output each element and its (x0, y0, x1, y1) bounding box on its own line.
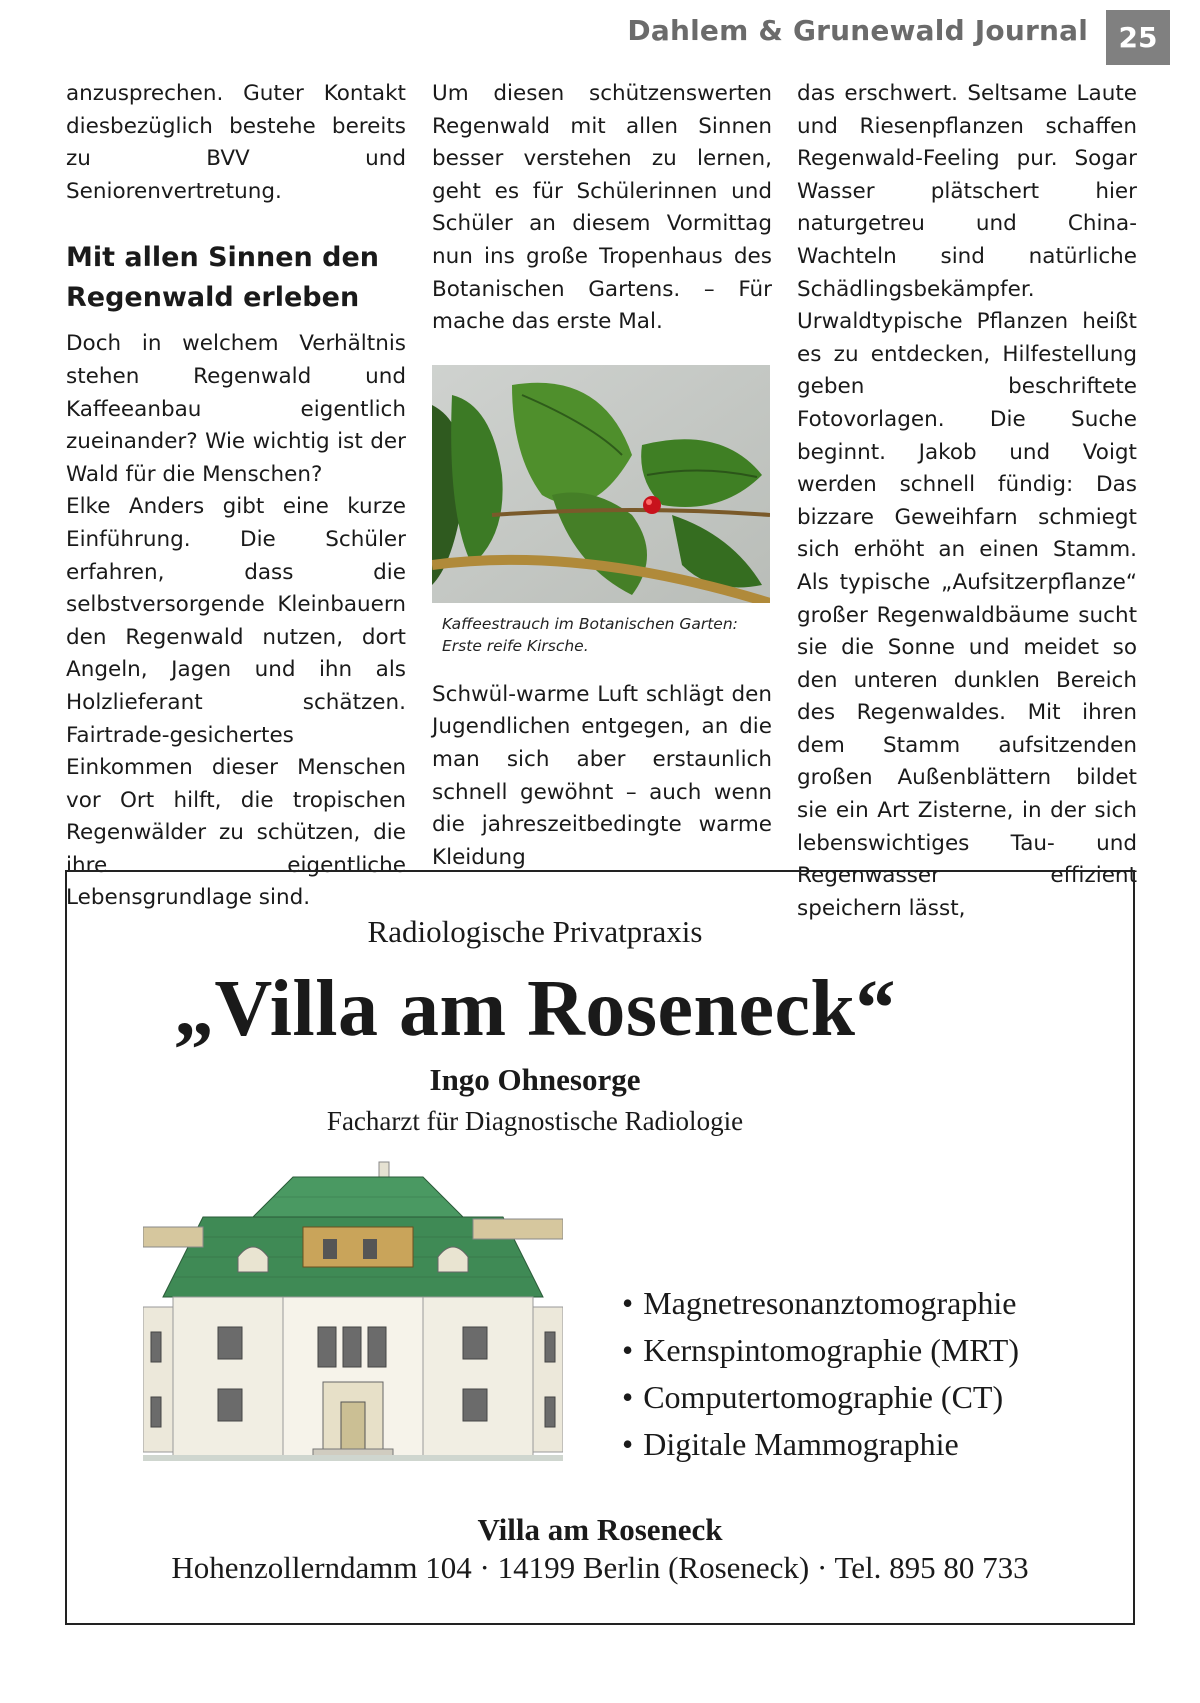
ad-practice-name: „Villa am Roseneck“ (173, 965, 897, 1053)
article-column-1 (66, 78, 406, 915)
article-paragraph: das erschwert. Seltsame Laute und Riesenpflanzen schaffen Regenwald-Feeling pur. Sogar Wasser plätschert hier naturgetreu und China-Wachteln sind natürliche Schädlingsbekämpfer. Urwaldtypische Pflanzen heißt es zu entdecken, Hilfestellung geben beschriftete Fotovorlagen. Die Suche beginnt. Jakob und Voigt werden schnell fündig: Das bizzare Geweihfarn schmiegt sich erhöht an einen Stamm. Als typische „Aufsitzerpflanze“ großer Regenwaldbäume sucht sie die Sonne und meidet so den unteren dunklen Bereich des Regenwaldes. Mit ihren dem Stamm aufsitzenden großen Außenblättern bildet sie ein Art Zisterne, in der sich lebenswichtiges Tau- und Regenwasser effizient speichern lässt, (797, 81, 1137, 921)
article-paragraph: Um diesen schützenswerten Regenwald mit allen Sinnen besser verstehen zu lernen, geht es für Schülerinnen und Schüler an diesem Vormittag nun ins große Tropenhaus des Botanischen Gartens. – Für mache das erste Mal. (432, 81, 772, 335)
article-paragraph: anzusprechen. Guter Kontakt diesbezüglich bestehe bereits zu BVV und Seniorenvertretung. (66, 81, 406, 204)
advertisement-box (65, 870, 1135, 1625)
ad-specialty: Facharzt für Diagnostische Radiologie (326, 1106, 744, 1136)
article-heading: Mit allen Sinnen den Regenwald erleben (66, 242, 380, 314)
villa-illustration (143, 1157, 563, 1467)
page-number: 25 (1106, 10, 1170, 65)
article-column-3 (797, 78, 1137, 925)
article-column-2 (432, 78, 772, 874)
article-paragraph: Elke Anders gibt eine kurze Einführung. Die Schüler erfahren, dass die selbstversorgende Kleinbauern den Regenwald nutzen, dort Angeln, Jagen und ihn als Holzlieferant schätzen. Fairtrade-gesichertes Einkommen dieser Menschen vor Ort hilft, die tropischen Regenwälder zu schützen, die ihre eigentliche Lebensgrundlage sind. (66, 494, 406, 911)
article-paragraph: Schwül-warme Luft schlägt den Jugendlichen entgegen, an die man sich aber erstaunlich schnell gewöhnt – auch wenn die jahreszeitbedingte warme Kleidung (432, 681, 772, 870)
service-item: • Digitale Mammographie (622, 1421, 1019, 1468)
service-item: • Computertomographie (CT) (622, 1374, 1019, 1421)
ad-doctor-name: Ingo Ohnesorge (429, 1062, 641, 1097)
page-header (0, 0, 1200, 70)
journal-title: Dahlem & Grunewald Journal (627, 14, 1088, 47)
ad-subtitle: Radiologische Privatpraxis (367, 914, 703, 949)
article-paragraph: Doch in welchem Verhältnis stehen Regenwald und Kaffeeanbau eigentlich zueinander? Wie wichtig ist der Wald für die Menschen? (66, 331, 406, 487)
service-item: • Kernspintomographie (MRT) (622, 1327, 1019, 1374)
ad-footer-name: Villa am Roseneck (477, 1512, 723, 1547)
service-item: • Magnetresonanztomographie (622, 1280, 1019, 1327)
coffee-plant-photo (432, 365, 770, 603)
services-list (622, 1280, 1019, 1468)
ad-footer-address: Hohenzollerndamm 104 · 14199 Berlin (Roseneck) · Tel. 895 80 733 (171, 1550, 1029, 1585)
photo-caption: Kaffeestrauch im Botanischen Garten: Erste reife Kirsche. (442, 614, 738, 655)
